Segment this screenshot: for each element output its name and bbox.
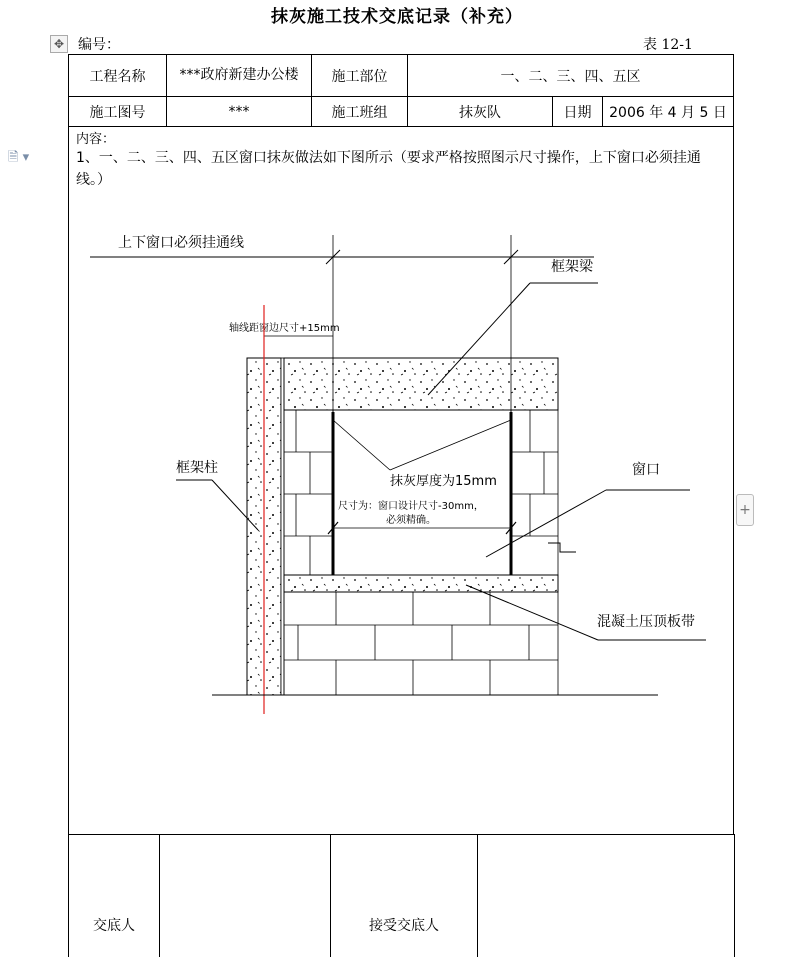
table-move-handle-icon[interactable]: ✥ (50, 35, 68, 53)
receiver-signature-field[interactable] (478, 835, 735, 957)
date-label: 日期 (553, 97, 603, 127)
label-axis-offset: 轴线距窗边尺寸+15mm (229, 321, 340, 334)
project-name-value[interactable]: ***政府新建办公楼 (167, 55, 312, 97)
serial-number-label: 编号： (78, 34, 120, 54)
construction-part-value[interactable]: 一、二、三、四、五区 (408, 55, 734, 97)
document-icon[interactable]: 🗎 ▾ (8, 148, 29, 170)
diagram-stroke (511, 410, 558, 575)
diagram-stroke (284, 592, 558, 695)
project-name-label: 工程名称 (69, 55, 167, 97)
diagram-stroke (548, 543, 576, 552)
diagram-stroke (284, 410, 333, 575)
handover-signature-field[interactable] (160, 835, 331, 957)
content-label: 内容： (76, 128, 115, 147)
diagram-stroke (284, 575, 558, 592)
signature-table (68, 834, 735, 957)
diagram-stroke (466, 585, 598, 640)
diagram-stroke (390, 420, 511, 470)
diagram-stroke (486, 490, 606, 557)
team-label: 施工班组 (312, 97, 408, 127)
label-size-line2: 必须精确。 (386, 513, 436, 526)
content-text[interactable]: 1、一、二、三、四、五区窗口抹灰做法如下图所示（要求严格按照图示尺寸操作，上下窗口必须挂通线。） (76, 147, 728, 191)
label-frame-column: 框架柱 (176, 459, 218, 476)
drawing-number-label: 施工图号 (69, 97, 167, 127)
label-size-line1: 尺寸为：窗口设计尺寸-30mm， (338, 499, 484, 512)
add-column-button[interactable]: + (736, 494, 754, 526)
receiver-label: 接受交底人 (331, 835, 478, 957)
document-title: 抹灰施工技术交底记录（补充） (0, 2, 794, 27)
label-frame-beam: 框架梁 (551, 258, 594, 275)
label-concrete-band: 混凝土压顶板带 (597, 613, 695, 630)
drawing-number-value[interactable]: *** (167, 97, 312, 127)
date-value[interactable]: 2006 年 4 月 5 日 (603, 97, 734, 127)
diagram-stroke (284, 358, 558, 410)
label-window: 窗口 (632, 461, 660, 478)
table-number: 表 12-1 (643, 34, 693, 54)
diagram-stroke (333, 420, 390, 470)
label-plaster-thickness: 抹灰厚度为15mm (390, 473, 497, 489)
label-top-line: 上下窗口必须挂通线 (118, 234, 244, 251)
team-value[interactable]: 抹灰队 (408, 97, 553, 127)
handover-label: 交底人 (69, 835, 160, 957)
construction-part-label: 施工部位 (312, 55, 408, 97)
